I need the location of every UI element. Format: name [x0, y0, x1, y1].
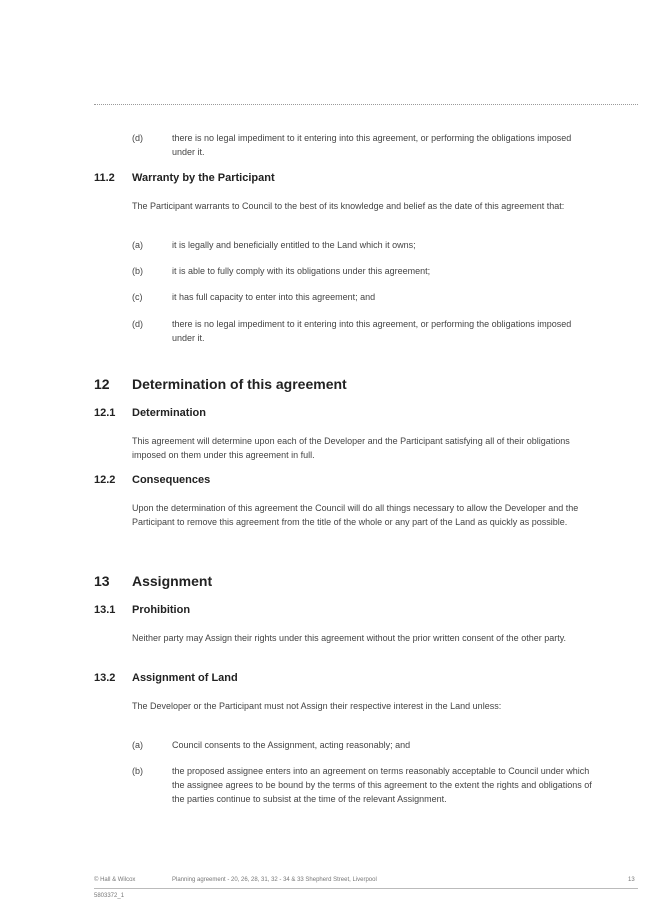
section-title: Consequences — [132, 474, 211, 486]
footer-firm: © Hall & Wilcox — [94, 877, 136, 883]
paragraph: This agreement will determine upon each of the Developer and the Participant satisfying all of their obligations imposed on them under this agreement in full. — [132, 436, 570, 460]
list-item — [132, 238, 602, 254]
section-title: Warranty by the Participant — [132, 172, 275, 184]
section-title: Prohibition — [132, 604, 191, 616]
footer-ref: 5803372_1 — [94, 893, 125, 899]
header-rule — [94, 104, 638, 105]
section-number: 13.1 — [94, 604, 116, 616]
chapter-title: Determination of this agreement — [132, 376, 347, 392]
item-text: it is legally and beneficially entitled to the Land which it owns; — [172, 240, 416, 250]
section-number: 12.1 — [94, 407, 116, 419]
list-item — [132, 290, 602, 306]
item-text: it is able to fully comply with its obligations under this agreement; — [172, 266, 431, 276]
item-label: (a) — [132, 740, 143, 750]
footer-doc-title: Planning agreement - 20, 26, 28, 31, 32 - 34 & 33 Shepherd Street, Liverpool — [172, 877, 377, 883]
footer-rule — [94, 888, 638, 889]
section-number: 13.2 — [94, 672, 116, 684]
section-number: 11.2 — [94, 172, 115, 184]
list-item — [132, 131, 602, 161]
item-text: it has full capacity to enter into this agreement; and — [172, 292, 376, 302]
paragraph: The Participant warrants to Council to the best of its knowledge and belief as the date of this agreement that: — [132, 201, 565, 211]
item-label: (b) — [132, 766, 143, 776]
section-title: Assignment of Land — [132, 672, 238, 684]
list-item — [132, 317, 602, 347]
chapter-number: 13 — [94, 573, 110, 589]
item-text: there is no legal impediment to it entering into this agreement, or performing the obligations imposed under it. — [172, 133, 572, 157]
item-text: Council consents to the Assignment, acting reasonably; and — [172, 740, 411, 750]
paragraph: Upon the determination of this agreement the Council will do all things necessary to allow the Developer and the Participant to remove this agreement from the title of the whole or any part of the Land as quickly as possible. — [132, 503, 579, 527]
paragraph: The Developer or the Participant must not Assign their respective interest in the Land unless: — [132, 701, 502, 711]
footer-page-number: 13 — [628, 877, 635, 883]
section-number: 12.2 — [94, 474, 116, 486]
chapter-number: 12 — [94, 376, 110, 392]
list-item — [132, 738, 602, 754]
paragraph: Neither party may Assign their rights under this agreement without the prior written consent of the other party. — [132, 633, 567, 643]
item-label: (d) — [132, 133, 143, 143]
item-text: there is no legal impediment to it entering into this agreement, or performing the obligations imposed under it. — [172, 319, 572, 343]
section-title: Determination — [132, 407, 206, 419]
item-label: (a) — [132, 240, 143, 250]
item-label: (d) — [132, 319, 143, 329]
item-label: (c) — [132, 292, 143, 302]
chapter-title: Assignment — [132, 573, 213, 589]
list-item — [132, 764, 602, 822]
list-item — [132, 264, 602, 280]
item-label: (b) — [132, 266, 143, 276]
item-text: the proposed assignee enters into an agreement on terms reasonably acceptable to Council under which the assignee agrees to be bound by the terms of this agreement to the extent the rights and obligations of the parties continue to subsist at the time of the relevant Assignment. — [172, 766, 592, 804]
